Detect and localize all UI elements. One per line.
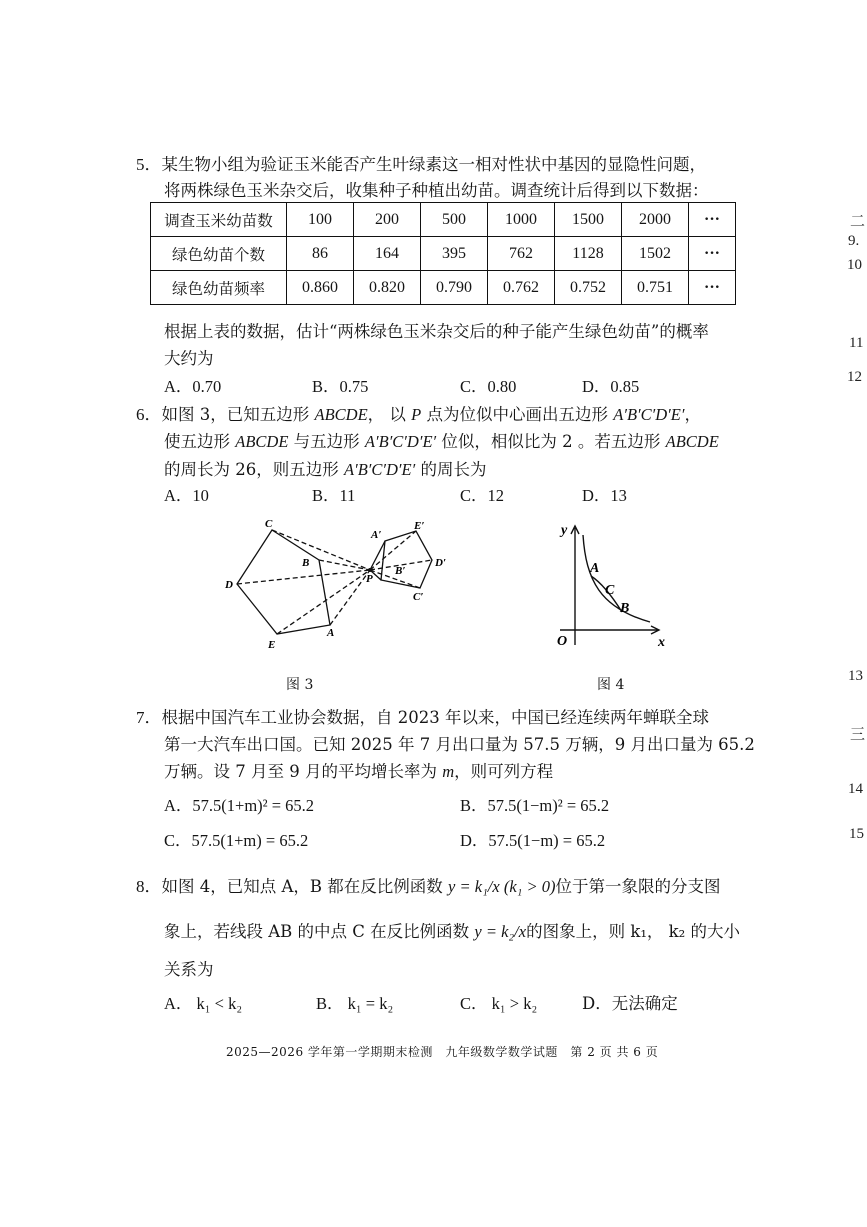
edge-fragment: 12 <box>847 369 862 385</box>
fig4-label-o: O <box>557 634 568 649</box>
fig3-label-p: P <box>366 573 373 585</box>
pentagon-prime <box>381 531 432 588</box>
q8-option-d[interactable]: D．无法确定 <box>582 994 678 1013</box>
q8-line3: 关系为 <box>164 960 214 979</box>
table-cell: ··· <box>689 271 736 305</box>
fig3-label-e-prime: E′ <box>414 520 425 532</box>
fig4-label-b: B <box>620 601 630 616</box>
q6-text: 的周长为 <box>415 460 487 479</box>
q7-option-d[interactable]: D．57.5(1−m) = 65.2 <box>460 831 606 850</box>
fig3-label-b-prime: B′ <box>395 565 406 577</box>
table-cell: 2000 <box>622 203 689 237</box>
table-cell: 86 <box>287 237 354 271</box>
question-number: 7． <box>136 708 162 727</box>
q7-option-a[interactable]: A．57.5(1+m)² = 65.2 <box>164 796 315 815</box>
fig3-label-a-prime: A′ <box>371 529 382 541</box>
q7-line2: 第一大汽车出口国。已知 2025 年 7 月出口量为 57.5 万辆，9 月出口量为 65.2 <box>164 735 755 754</box>
figure-3-homothety <box>220 512 465 657</box>
pentagon-abcde <box>237 530 330 634</box>
pentagon-name: ABCDE <box>314 405 368 424</box>
q6-text: 位似，相似比为 2 。若五边形 <box>436 432 666 451</box>
frequency-table <box>150 202 736 305</box>
fig3-label-c: C <box>265 518 273 530</box>
question-7 <box>136 703 709 728</box>
row-header: 绿色幼苗个数 <box>151 237 287 271</box>
pentagon-prime-name: A′B′C′D′E′ <box>344 460 416 479</box>
q7-text: 万辆。设 7 月至 9 月的平均增长率为 <box>164 762 443 781</box>
question-5 <box>136 150 706 175</box>
q5-option-c[interactable]: C．0.80 <box>460 377 517 396</box>
fig3-label-e: E <box>268 639 276 651</box>
fig3-label-d-prime: D′ <box>435 557 447 569</box>
edge-fragment: 二 <box>850 214 866 230</box>
edge-fragment: 三 <box>850 727 866 743</box>
page-footer: 2025—2026 学年第一学期期末检测 九年级数学数学试题 第 2 页 共 6 页 <box>226 1045 659 1059</box>
table-cell: 100 <box>287 203 354 237</box>
q8-text: 位于第一象限的分支图 <box>555 877 721 896</box>
q5-line4: 大约为 <box>164 349 214 368</box>
variable-m: m <box>442 762 455 781</box>
edge-fragment: 14 <box>848 781 863 797</box>
question-6 <box>136 400 701 425</box>
q7-option-c[interactable]: C．57.5(1+m) = 65.2 <box>164 831 309 850</box>
pentagon-prime-name: A′B′C′D′E′ <box>613 405 685 424</box>
fig4-label-y: y <box>561 523 568 538</box>
pentagon-prime-name: A′B′C′D′E′ <box>364 432 437 451</box>
edge-fragment: 9. <box>848 233 860 249</box>
table-row <box>151 271 736 305</box>
fig3-label-a: A <box>327 627 335 639</box>
figure-4-caption: 图 4 <box>597 677 625 693</box>
question-number: 8． <box>136 877 162 896</box>
q7-line3 <box>164 758 553 782</box>
table-cell: 500 <box>421 203 488 237</box>
table-cell: 1500 <box>555 203 622 237</box>
edge-fragment: 11 <box>849 335 864 351</box>
table-cell: 0.860 <box>287 271 354 305</box>
q8-text: 如图 4，已知点 A，B 都在反比例函数 <box>161 877 449 896</box>
table-cell: 1128 <box>555 237 622 271</box>
table-cell: 1000 <box>488 203 555 237</box>
q8-text: 象上，若线段 AB 的中点 C 在反比例函数 <box>164 922 475 941</box>
q6-text: ， <box>684 405 701 424</box>
q6-option-b[interactable]: B．11 <box>312 486 356 505</box>
edge-fragment: 10 <box>847 257 862 273</box>
table-cell: 164 <box>354 237 421 271</box>
table-cell: ··· <box>689 203 736 237</box>
table-cell: 762 <box>488 237 555 271</box>
q8-option-c[interactable]: C． k₁ > k₂ <box>460 994 538 1013</box>
function-k2: y = k₂/x <box>474 922 527 941</box>
q6-option-a[interactable]: A．10 <box>164 486 209 505</box>
q7-line1: 根据中国汽车工业协会数据，自 2023 年以来，中国已经连续两年蝉联全球 <box>161 708 709 727</box>
q8-text: 的图象上，则 k₁， k₂ 的大小 <box>526 922 741 941</box>
fig3-label-b: B <box>302 557 310 569</box>
fig3-label-c-prime: C′ <box>413 591 424 603</box>
q6-line2 <box>164 428 719 452</box>
q6-text: ， 以 <box>367 405 412 424</box>
q5-option-d[interactable]: D．0.85 <box>582 377 640 396</box>
fig4-label-c: C <box>605 583 615 598</box>
function-k1: y = k₁/x (k₁ > 0) <box>448 877 556 896</box>
q5-line2: 将两株绿色玉米杂交后，收集种子种植出幼苗。调查统计后得到以下数据： <box>164 181 709 200</box>
table-cell: ··· <box>689 237 736 271</box>
table-cell: 0.762 <box>488 271 555 305</box>
fig4-label-a: A <box>590 561 600 576</box>
q5-option-b[interactable]: B．0.75 <box>312 377 369 396</box>
question-8 <box>136 872 721 897</box>
q6-line3 <box>164 456 486 480</box>
question-number: 5． <box>136 155 162 174</box>
row-header: 调查玉米幼苗数 <box>151 203 287 237</box>
table-cell: 0.820 <box>354 271 421 305</box>
table-row <box>151 237 736 271</box>
q6-text: 使五边形 <box>164 432 236 451</box>
pentagon-name: ABCDE <box>235 432 289 451</box>
table-cell: 0.751 <box>622 271 689 305</box>
table-cell: 0.790 <box>421 271 488 305</box>
figure-3-caption: 图 3 <box>286 677 314 693</box>
q6-text: 与五边形 <box>288 432 365 451</box>
table-cell: 1502 <box>622 237 689 271</box>
q7-text: ，则可列方程 <box>454 762 554 781</box>
figure-4-inverse-function <box>550 515 675 650</box>
fig3-label-d: D <box>225 579 233 591</box>
q8-line2 <box>164 918 740 942</box>
q6-text: 的周长为 26，则五边形 <box>164 460 344 479</box>
q8-option-a[interactable]: A． k₁ < k₂ <box>164 994 243 1013</box>
q6-text: 如图 3，已知五边形 <box>161 405 315 424</box>
q5-line3: 根据上表的数据，估计“两株绿色玉米杂交后的种子能产生绿色幼苗”的概率 <box>164 322 709 341</box>
q6-text: 点为位似中心画出五边形 <box>421 405 614 424</box>
question-number: 6． <box>136 405 162 424</box>
q6-option-d[interactable]: D．13 <box>582 486 627 505</box>
table-cell: 200 <box>354 203 421 237</box>
fig4-label-x: x <box>658 635 665 650</box>
q5-line1: 某生物小组为验证玉米能否产生叶绿素这一相对性状中基因的显隐性问题， <box>161 155 706 174</box>
edge-fragment: 15 <box>849 826 864 842</box>
point-p: P <box>411 405 422 424</box>
q8-option-b[interactable]: B． k₁ = k₂ <box>316 994 394 1013</box>
table-cell: 395 <box>421 237 488 271</box>
table-cell: 0.752 <box>555 271 622 305</box>
q5-option-a[interactable]: A．0.70 <box>164 377 222 396</box>
edge-fragment: 13 <box>848 668 863 684</box>
row-header: 绿色幼苗频率 <box>151 271 287 305</box>
q7-option-b[interactable]: B．57.5(1−m)² = 65.2 <box>460 796 610 815</box>
q6-option-c[interactable]: C．12 <box>460 486 505 505</box>
table-row <box>151 203 736 237</box>
pentagon-name: ABCDE <box>665 432 719 451</box>
